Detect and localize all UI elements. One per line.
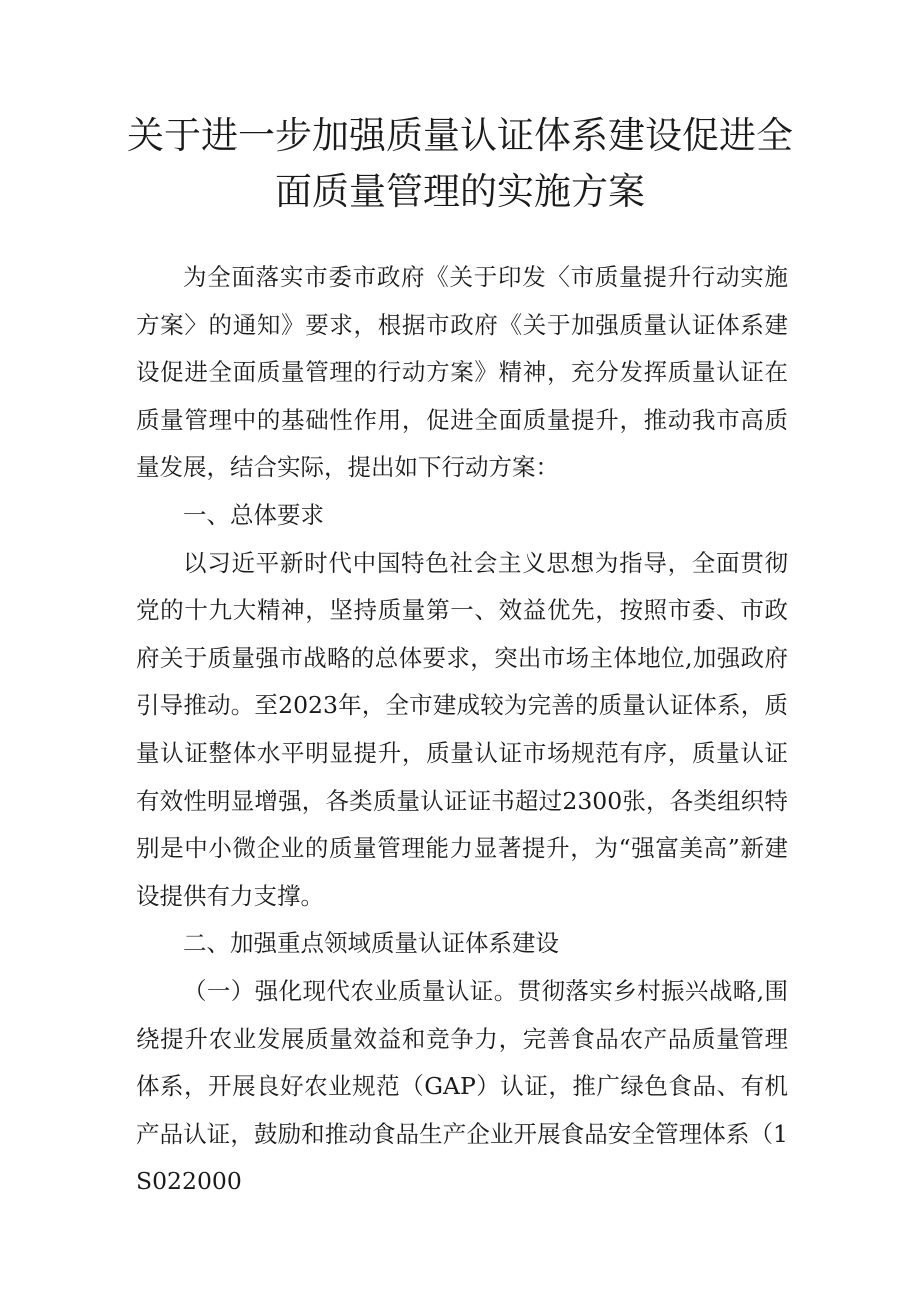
document-title-line-1: 关于进一步加强质量认证体系建设促进全: [127, 114, 793, 157]
document-title: [120, 108, 800, 220]
section-heading-2: 二、加强重点领域质量认证体系建设: [183, 929, 559, 958]
section-heading-1: 一、总体要求: [183, 500, 324, 529]
paragraph-intro: 为全面落实市委市政府《关于印发〈市质量提升行动实施方案〉的通知》要求，根据市政府《关于加强质量认证体系建设促进全面质量管理的行动方案》精神，充分发挥质量认证在质量管理中的基础性作用，促进全面质量提升，推动我市高质量发展，结合实际，提出如下行动方案：: [136, 263, 788, 482]
document-body: [136, 254, 788, 1206]
document-title-line-2: 面质量管理的实施方案: [275, 170, 645, 213]
paragraph-general-requirements: 以习近平新时代中国特色社会主义思想为指导，全面贯彻党的十九大精神，坚持质量第一、效益优先，按照市委、市政府关于质量强市战略的总体要求，突出市场主体地位,加强政府引导推动。至2023年，全市建成较为完善的质量认证体系，质量认证整体水平明显提升，质量认证市场规范有序，质量认证有效性明显增强，各类质量认证证书超过2300张，各类组织特别是中小微企业的质量管理能力显著提升，为“强富美高”新建设提供有力支撑。: [136, 548, 788, 910]
paragraph-agriculture-certification: （一）强化现代农业质量认证。贯彻落实乡村振兴战略,围绕提升农业发展质量效益和竞争力，完善食品农产品质量管理体系，开展良好农业规范（GAP）认证，推广绿色食品、有机产品认证，鼓励和推动食品生产企业开展食品安全管理体系（1S022000: [136, 976, 788, 1196]
